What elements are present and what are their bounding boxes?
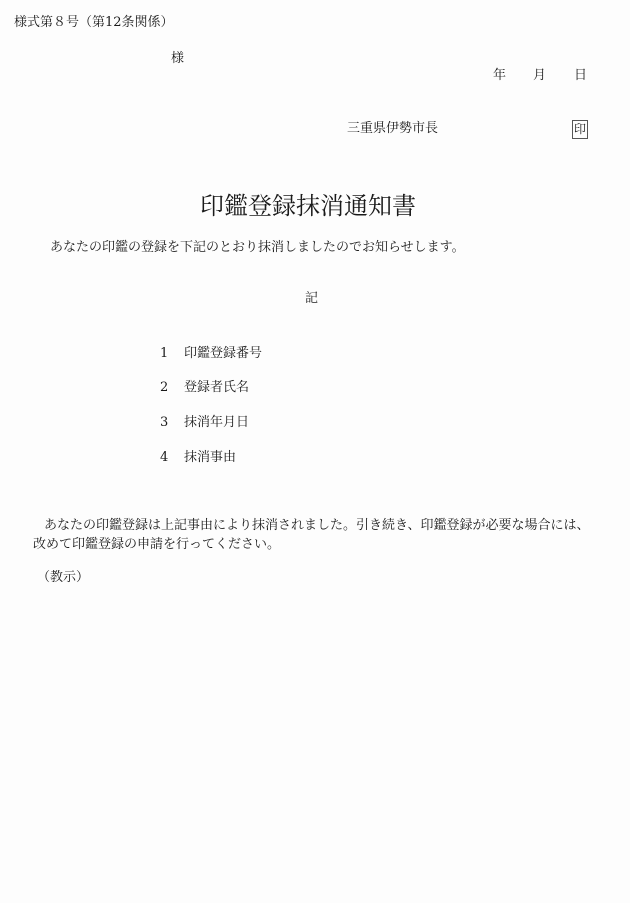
item-label: 抹消年月日 [184,415,250,430]
item-label: 抹消事由 [184,450,237,465]
item-number: 1 [160,346,169,361]
form-number: 様式第８号（第12条関係） [14,15,174,30]
notice-line: あなたの印鑑登録は上記事由により抹消されました。引き続き、印鑑登録が必要な場合には、 [44,518,590,533]
date-year-label: 年 [493,68,507,83]
date-month-label: 月 [533,68,547,83]
intro-text: あなたの印鑑の登録を下記のとおり抹消しましたのでお知らせします。 [50,240,465,255]
seal-mark: 印 [572,120,588,139]
item-label: 登録者氏名 [184,380,250,395]
item-number: 4 [160,450,169,465]
notice-line: 改めて印鑑登録の申請を行ってください。 [33,537,281,552]
issuer-name: 三重県伊勢市長 [347,121,439,136]
instruction-heading: （教示） [37,570,90,585]
date-day-label: 日 [574,68,588,83]
item-number: 3 [160,415,169,430]
document-title: 印鑑登録抹消通知書 [200,192,416,220]
note-heading: 記 [305,291,319,306]
item-number: 2 [160,380,169,395]
item-label: 印鑑登録番号 [184,346,263,361]
addressee-honorific: 様 [171,51,185,66]
